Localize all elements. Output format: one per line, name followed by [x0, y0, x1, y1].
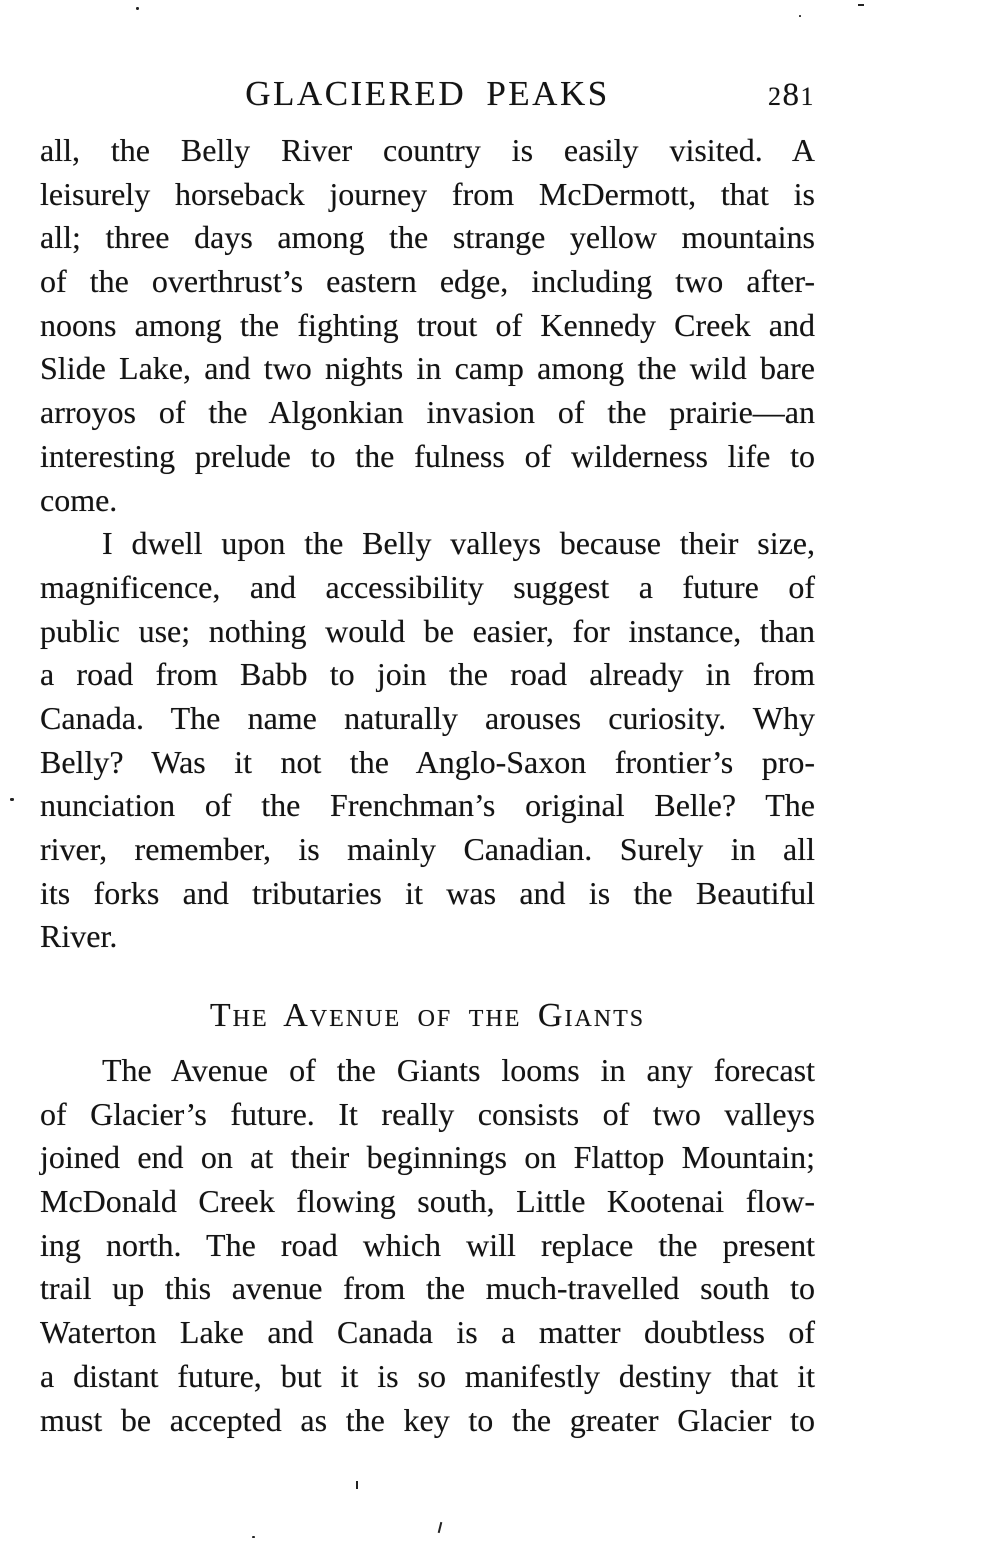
text-line: all, the Belly River country is easily visited. A	[40, 132, 815, 168]
text-line: The Avenue of the Giants looms in any forecast	[102, 1052, 815, 1088]
scan-speck	[356, 1481, 358, 1489]
scan-speck	[799, 15, 801, 17]
text-line: interesting prelude to the fulness of wilderness life to	[40, 437, 815, 474]
text-line: a road from Babb to join the road already in from	[40, 656, 815, 693]
body-text-block-2	[40, 1049, 815, 1442]
text-line: nunciation of the Frenchman’s original Belle? The	[40, 787, 815, 824]
text-line: I dwell upon the Belly valleys because their size,	[102, 525, 815, 562]
running-head	[40, 73, 815, 115]
text-line: Canada. The name naturally arouses curiosity. Why	[40, 699, 815, 736]
scan-speck	[438, 1522, 443, 1533]
text-line: noons among the fighting trout of Kennedy Creek and	[40, 306, 815, 343]
text-line: River.	[40, 918, 118, 955]
text-line: Slide Lake, and two nights in camp among the wild bare	[40, 350, 815, 387]
section-heading: The Avenue of the Giants	[209, 997, 646, 1034]
text-line: Waterton Lake and Canada is a matter doubtless of	[40, 1314, 815, 1351]
text-line: a distant future, but it is so manifestly destiny that it	[40, 1357, 815, 1394]
scan-speck	[858, 4, 864, 6]
scan-speck	[136, 7, 139, 10]
text-line: river, remember, is mainly Canadian. Surely in all	[40, 831, 815, 867]
text-line: come.	[40, 481, 118, 518]
text-line: all; three days among the strange yellow mountains	[40, 219, 815, 256]
text-line: public use; nothing would be easier, for instance, than	[40, 612, 815, 649]
scan-speck	[10, 798, 14, 801]
text-line: arroyos of the Algonkian invasion of the prairie—an	[40, 394, 815, 431]
text-line: joined end on at their beginnings on Flattop Mountain;	[40, 1139, 815, 1176]
text-line: must be accepted as the key to the greater Glacier to	[40, 1401, 815, 1438]
text-line: of Glacier’s future. It really consists of two valleys	[40, 1095, 815, 1132]
body-text-block-1	[40, 129, 815, 959]
text-line: ing north. The road which will replace the present	[40, 1226, 815, 1263]
scan-speck	[252, 1536, 255, 1538]
text-line: leisurely horseback journey from McDermott, that is	[40, 175, 815, 212]
text-line: magnificence, and accessibility suggest a future of	[40, 568, 815, 605]
text-line: of the overthrust’s eastern edge, including two after-	[40, 263, 815, 300]
text-line: McDonald Creek flowing south, Little Kootenai flow-	[40, 1183, 815, 1220]
text-line: trail up this avenue from the much-travelled south to	[40, 1270, 815, 1307]
page-title: GLACIERED PEAKS	[245, 74, 610, 113]
page-number: 281	[768, 77, 815, 113]
text-line: Belly? Was it not the Anglo-Saxon frontier’s pro-	[40, 743, 815, 780]
text-line: its forks and tributaries it was and is the Beautiful	[40, 874, 815, 911]
